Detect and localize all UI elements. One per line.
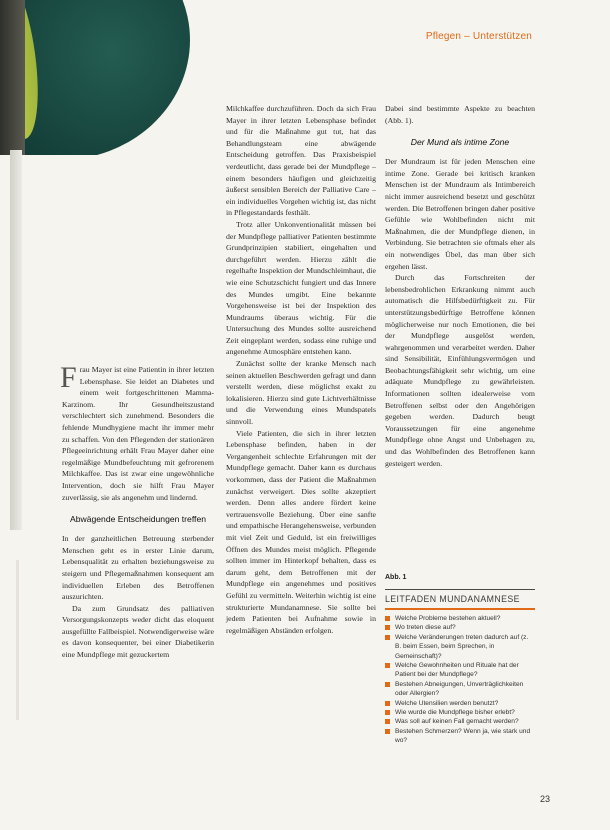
photo-stem-shape bbox=[10, 150, 22, 530]
page-number: 23 bbox=[539, 794, 550, 804]
figure-label: Abb. 1 bbox=[385, 574, 407, 581]
checklist-item: Welche Utensilien werden benutzt? bbox=[385, 699, 535, 708]
checklist-item: Wie wurde die Mundpflege bisher erlebt? bbox=[385, 708, 535, 717]
checklist-item: Bestehen Abneigungen, Unverträglichkeiten oder Allergien? bbox=[385, 680, 535, 699]
checklist-item: Wo treten diese auf? bbox=[385, 623, 535, 632]
body-paragraph: Der Mundraum ist für jeden Menschen eine intime Zone. Gerade bei kritisch kranken Menschen ist der Mundraum als Intimbereich nicht immer ausreichend besetzt und geschützt werden. Die Betroffenen bringen daher positive Gefühle wie Wohlbefinden nicht mit Maßnahmen, die der Mundpflege dienen, in Verbindung. Sie betrachten sie oftmals eher als ein notwendiges Übel, das man über sich ergehen lässt. bbox=[385, 157, 535, 271]
subheading-decisions: Abwägende Entscheidungen treffen bbox=[69, 514, 206, 525]
checklist-item: Was soll auf keinen Fall gemacht werden? bbox=[385, 717, 535, 726]
intro-text: rau Mayer ist eine Patientin in ihrer letzten Lebensphase. Sie leidet an Diabetes und einem weit fortgeschrittenen Mamma-Karzinom. Ihr Gesundheitszustand verschlechtert sich zunehmend. Besonders die fehlende Mundhygiene macht ihr immer mehr zu schaffen. Von den Pflegenden der stationären Pflegeeinrichtung erhält Frau Mayer daher eine regelmäßige Mundbefeuchtung mit gefrorenem Milchkaffee. Das ist zwar eine ungewöhnliche Intervention, doch sie hilft Frau Mayer zuverlässig, sie als angenehm und lindernd. bbox=[62, 365, 214, 502]
anamnesis-guide-box bbox=[385, 589, 535, 766]
checklist-item: Welche Probleme bestehen aktuell? bbox=[385, 614, 535, 623]
checklist-item: Welche Veränderungen treten dadurch auf (z. B. beim Essen, beim Sprechen, in Gemeinschaft)? bbox=[385, 633, 535, 661]
intro-paragraph bbox=[60, 361, 214, 503]
photo-dark-strip bbox=[0, 0, 25, 155]
section-header: Pflegen – Unterstützen bbox=[425, 31, 532, 42]
body-paragraph: In der ganzheitlichen Betreuung sterbender Menschen geht es in erster Linie darum, Lebensqualität zu erhalten beziehungsweise zu steigern und Pflegemaßnahmen konsequent am individuellen Erleben des Betroffenen auszurichten. bbox=[62, 534, 214, 602]
checklist bbox=[385, 614, 535, 746]
checklist-item: Bestehen Schmerzen? Wenn ja, wie stark und wo? bbox=[385, 727, 535, 746]
body-paragraph: Dabei sind bestimmte Aspekte zu beachten (Abb. 1). bbox=[385, 104, 535, 125]
text-column-3 bbox=[385, 103, 535, 469]
box-title: LEITFADEN MUNDANAMNESE bbox=[385, 594, 520, 604]
page-edge-shadow bbox=[16, 560, 19, 720]
subheading-intimate-zone: Der Mund als intime Zone bbox=[410, 137, 510, 148]
box-accent-rule bbox=[385, 608, 535, 610]
body-paragraph: Milchkaffee durchzuführen. Doch da sich Frau Mayer in ihrer letzten Lebensphase befindet und für die Maßnahme gut tut, hat das Behandlungsteam eine abwägende Entscheidung getroffen. Das Praxisbeispiel verdeutlicht, dass gerade bei der Mundpflege – einem besonders häufigen und gleichzeitig äußerst sensiblen Bereich der Palliative Care – ein individuelles Vorgehen wichtig ist, das nicht in Pflegestandards festhält. bbox=[226, 104, 376, 218]
body-paragraph: Zunächst sollte der kranke Mensch nach seinen aktuellen Beschwerden gefragt und dann verstellt werden, diese möglichst exakt zu lokalisieren. Hierzu sind gute Lichtverhältnisse und die Verwendung eines Mundspatels sinnvoll. bbox=[226, 359, 376, 427]
text-column-1 bbox=[60, 361, 214, 661]
body-paragraph: Da zum Grundsatz des palliativen Versorgungskonzepts weder dicht das eloquent ausgefüllte Fallbeispiel. Notwendigerweise wäre es davon konsequenter, bei einer Diabetikerin eine Mundpflege mit gezuckertem bbox=[62, 603, 214, 660]
text-column-2 bbox=[226, 103, 376, 636]
drop-cap: F bbox=[60, 361, 77, 394]
body-paragraph: Viele Patienten, die sich in ihrer letzten Lebensphase befinden, haben in der Vergangenheit schlechte Erfahrungen mit der Mundpflege gemacht. Daher kann es durchaus vorkommen, dass der Patient die Maßnahmen zunächst verweigert. Dies sollte akzeptiert werden. Denn alles andere fördert keine vertrauensvolle Beziehung. Über eine sanfte und empathische Herangehensweise, verbunden mit viel Zeit und Geduld, ist ein freiwilliges Öffnen des Mundes meist möglich. Pflegende sollten immer im Hinterkopf behalten, dass es darum geht, dem Betroffenen mit der Mundpflege ein angenehmes und positives Gefühl zu vermitteln. Weiterhin wichtig ist eine strukturierte Mundanamnese. Sie sollte bei jedem Patienten bei Aufnahme sowie in regelmäßigen Abständen erfolgen. bbox=[226, 428, 376, 635]
header-photo bbox=[0, 0, 230, 155]
body-paragraph: Durch das Fortschreiten der lebensbedrohlichen Erkrankung nimmt auch automatisch die Hilfsbedürftigkeit zu. Für unterstützungsbedürftige Betroffene können möglicherweise nur noch Emotionen, die bei der Mundpflege ausgelöst werden, wahrgenommen und verarbeitet werden. Daher sind Sensibilität, Einfühlungsvermögen und Beobachtungsfähigkeit sehr wichtig, um eine adäquate Mundpflege zu gewährleisten. Informationen sollten idealerweise vom Betroffenen selbst oder den Angehörigen gegeben werden. Dadurch beugt Voraussetzungen für eine angenehme Mundpflege ohne Angst und Unbehagen zu, und das Wohlbefinden des Betroffenen kann gesteigert werden. bbox=[385, 273, 535, 468]
checklist-item: Welche Gewohnheiten und Rituale hat der Patient bei der Mundpflege? bbox=[385, 661, 535, 680]
body-paragraph: Trotz aller Unkonventionalität müssen bei der Mundpflege palliativer Patienten bestimmte Grundprinzipien stabiliert, eingehalten und durchgeführt werden. Hierzu zählt die regelhafte Inspektion der Mundschleimhaut, die wie eine Schutzschicht fungiert und das Innere des Mundes umgibt. Eine bekannte Vorgehensweise ist bei der Inspektion des Mundraums überaus wichtig. Für die Untersuchung des Mundes sollte ausreichend Zeit eingeplant werden, sodass eine ruhige und angenehme Atmosphäre entstehen kann. bbox=[226, 219, 376, 357]
